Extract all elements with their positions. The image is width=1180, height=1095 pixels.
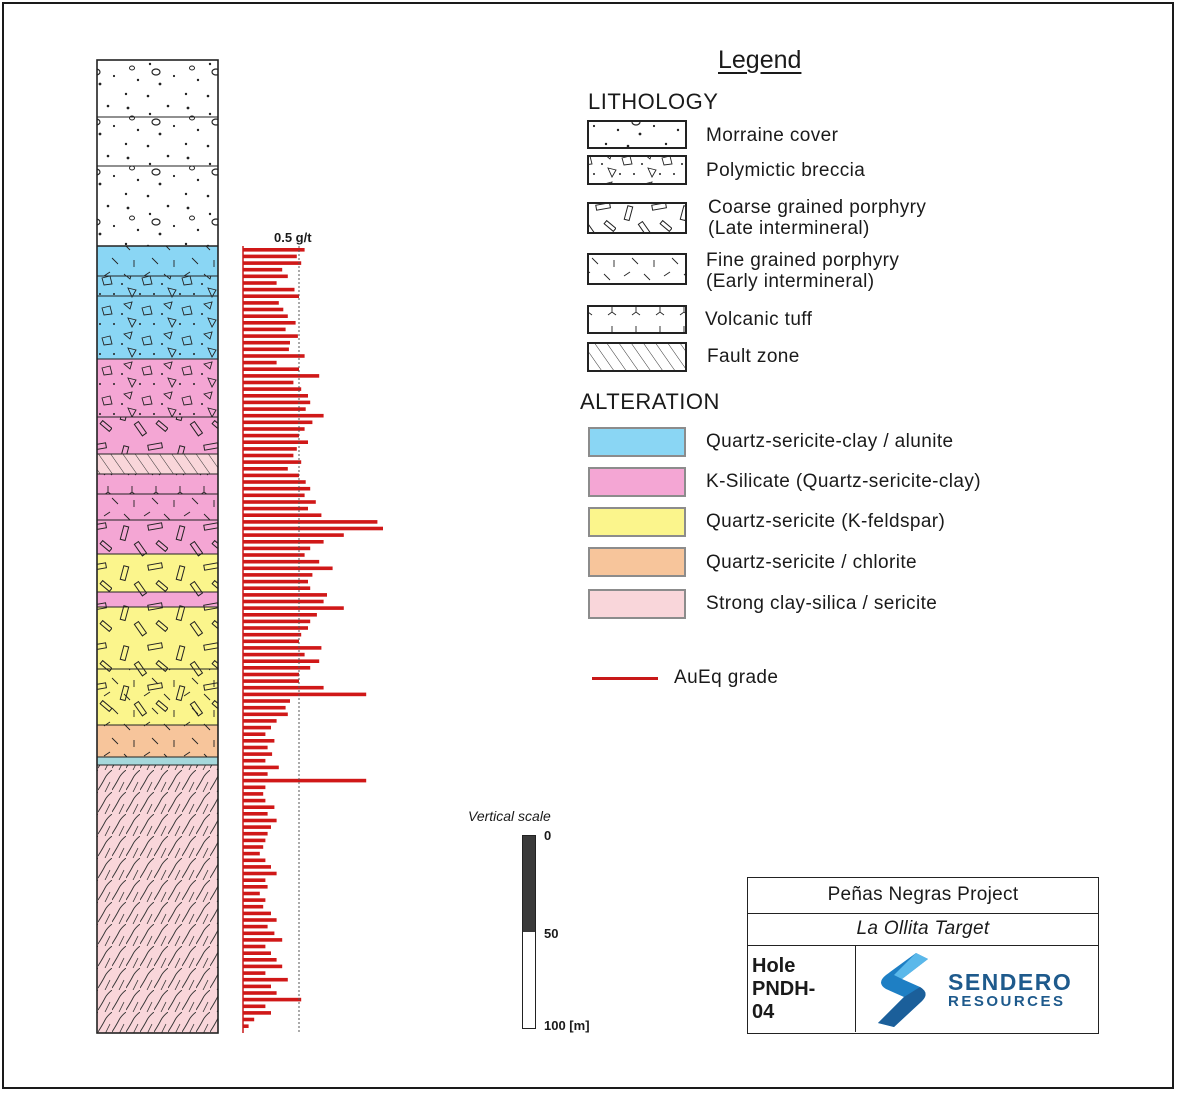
legend-title: Legend <box>718 46 802 74</box>
grade-bar <box>243 640 299 644</box>
grade-bar <box>243 965 282 969</box>
grade-bar <box>243 772 268 776</box>
litho-breccia-pink <box>97 359 218 417</box>
grade-bar <box>243 334 298 338</box>
grade-bar <box>243 613 317 617</box>
legend-label-fine: Fine grained porphyry (Early intermineral) <box>706 250 900 292</box>
legend-label-fault: Fault zone <box>707 346 800 367</box>
vertical-scale-bar <box>522 835 536 1029</box>
grade-bar <box>243 865 271 869</box>
grade-bar <box>243 401 310 405</box>
swatch-alt-2 <box>588 467 686 497</box>
litho-fine-lower <box>97 669 218 757</box>
grade-bar <box>243 447 297 451</box>
legend-label-alt-2: K-Silicate (Quartz-sericite-clay) <box>706 471 982 492</box>
grade-bar <box>243 487 310 491</box>
grade-bar <box>243 985 271 989</box>
litho-fine-mid <box>97 494 218 520</box>
grade-bar <box>243 779 366 783</box>
grade-bar <box>243 859 265 863</box>
grade-bar <box>243 494 305 498</box>
grade-bar <box>243 586 310 590</box>
lithology-heading: LITHOLOGY <box>588 89 719 114</box>
band-morraine <box>97 60 218 246</box>
swatch-fine <box>588 254 686 284</box>
grade-bar <box>243 686 324 690</box>
grade-bar <box>243 925 268 929</box>
lithology-swatches <box>588 121 686 371</box>
grade-bar <box>243 932 274 936</box>
grade-bar <box>243 912 271 916</box>
grade-bar <box>243 421 312 425</box>
grade-bar <box>243 659 319 663</box>
grade-bar <box>243 580 308 584</box>
grade-bar <box>243 1024 249 1028</box>
grade-bar <box>243 739 274 743</box>
grade-bar <box>243 547 310 551</box>
grade-bar <box>243 381 293 385</box>
grade-bar <box>243 440 308 444</box>
grade-bar <box>243 945 265 949</box>
grade-bar <box>243 626 308 630</box>
grade-bar <box>243 958 277 962</box>
grade-bar <box>243 938 282 942</box>
grade-bars <box>243 248 383 1028</box>
grade-bar <box>243 892 260 896</box>
grade-bar <box>243 467 288 471</box>
grade-bar <box>243 878 265 882</box>
grade-bar <box>243 812 268 816</box>
legend-label-alt-5: Strong clay-silica / sericite <box>706 593 938 614</box>
project-name: Peñas Negras Project <box>748 878 1098 914</box>
litho-fault-zone <box>97 765 218 1033</box>
grade-bar <box>243 567 333 571</box>
grade-bar <box>243 407 306 411</box>
litho-fine-top <box>97 246 218 276</box>
grade-legend-label: AuEq grade <box>674 667 779 688</box>
grade-bar <box>243 348 289 352</box>
grade-bar <box>243 573 312 577</box>
grade-bar <box>243 288 295 292</box>
target-name: La Ollita Target <box>748 913 1098 946</box>
grade-bar <box>243 480 306 484</box>
grade-bar <box>243 832 268 836</box>
swatch-alt-4 <box>588 547 686 577</box>
grade-bar <box>243 533 344 537</box>
grade-bar <box>243 248 305 252</box>
grade-bar <box>243 281 277 285</box>
grade-bar <box>243 1018 254 1022</box>
swatch-tuff <box>588 306 686 333</box>
scale-tick-100: 100 [m] <box>544 1018 590 1033</box>
grade-bar <box>243 786 265 790</box>
grade-bar <box>243 819 277 823</box>
grade-bar <box>243 294 299 298</box>
legend-label-tuff: Volcanic tuff <box>705 309 813 330</box>
grade-bar <box>243 653 305 657</box>
grade-bar <box>243 434 299 438</box>
grade-bar <box>243 500 316 504</box>
legend-label-alt-4: Quartz-sericite / chlorite <box>706 552 918 573</box>
scale-tick-0: 0 <box>544 828 552 843</box>
hole-id-cell <box>748 945 856 1032</box>
grade-bar <box>243 633 301 637</box>
grade-bar <box>243 852 260 856</box>
grade-bar <box>243 951 271 955</box>
litho-coarse-1 <box>97 417 218 454</box>
grade-bar <box>243 527 383 531</box>
alteration-heading: ALTERATION <box>580 389 720 414</box>
grade-bar <box>243 341 290 345</box>
grade-bar <box>243 706 286 710</box>
scale-tick-50: 50 <box>544 926 559 941</box>
company-logo <box>856 945 1098 1032</box>
grade-bar <box>243 427 305 431</box>
grade-bar <box>243 414 324 418</box>
grade-bar <box>243 845 263 849</box>
swatch-fault <box>588 343 686 371</box>
grade-bar <box>243 606 344 610</box>
grade-bar <box>243 301 279 305</box>
swatch-alt-3 <box>588 507 686 537</box>
grade-bar <box>243 759 265 763</box>
legend-label-alt-3: Quartz-sericite (K-feldspar) <box>706 511 946 532</box>
grade-bar <box>243 600 324 604</box>
grade-bar <box>243 646 321 650</box>
grade-bar <box>243 666 310 670</box>
grade-bar <box>243 474 299 478</box>
grade-bar <box>243 991 277 995</box>
grade-bar <box>243 732 265 736</box>
lithology-patterns <box>97 246 218 1033</box>
grade-bar <box>243 460 301 464</box>
grade-bar <box>243 1011 271 1015</box>
grade-bar <box>243 713 288 717</box>
grade-bar <box>243 275 288 279</box>
band-blue-thin <box>97 757 218 765</box>
grade-bar <box>243 321 296 325</box>
grade-bar <box>243 679 299 683</box>
grade-bar <box>243 872 277 876</box>
grade-bar <box>243 540 324 544</box>
hole-id: Hole PNDH- 04 <box>752 955 816 1023</box>
sendero-logo-icon <box>864 945 944 1032</box>
legend-label-breccia: Polymictic breccia <box>706 160 866 181</box>
grade-bar <box>243 387 301 391</box>
grade-bar <box>243 593 327 597</box>
swatch-alt-1 <box>588 427 686 457</box>
grade-bar <box>243 978 288 982</box>
grade-bar <box>243 255 297 259</box>
swatch-breccia <box>588 156 686 184</box>
grade-bar <box>243 673 299 677</box>
grade-bar <box>243 971 265 975</box>
legend-label-coarse: Coarse grained porphyry (Late intermineral) <box>708 197 927 239</box>
litho-fault-thin <box>97 454 218 474</box>
grade-bar <box>243 454 293 458</box>
grade-bar <box>243 805 274 809</box>
grade-bar <box>243 839 265 843</box>
grade-bar <box>243 367 299 371</box>
grade-bar <box>243 560 319 564</box>
grade-bar <box>243 507 308 511</box>
title-block <box>747 877 1099 1034</box>
swatch-alt-5 <box>588 589 686 619</box>
grade-reference-label: 0.5 g/t <box>274 230 312 245</box>
grade-bar <box>243 620 310 624</box>
grade-bar <box>243 918 277 922</box>
company-subtitle: RESOURCES <box>948 993 1066 1010</box>
grade-bar <box>243 361 277 365</box>
grade-bar <box>243 553 305 557</box>
grade-bar <box>243 898 265 902</box>
company-name: SENDERO <box>948 969 1073 995</box>
grade-bar <box>243 885 268 889</box>
grade-bar <box>243 905 263 909</box>
grade-bar <box>243 752 272 756</box>
vertical-scale-fill <box>523 836 535 932</box>
grade-bar <box>243 520 377 524</box>
swatch-coarse <box>588 203 686 233</box>
grade-bar <box>243 513 321 517</box>
grade-bar <box>243 268 282 272</box>
grade-bar <box>243 374 319 378</box>
grade-bar <box>243 394 308 398</box>
grade-bar <box>243 1005 265 1009</box>
grade-bar <box>243 693 366 697</box>
grade-bar <box>243 746 268 750</box>
swatch-morraine <box>588 121 686 148</box>
legend-label-morraine: Morraine cover <box>706 125 839 146</box>
grade-bar <box>243 328 286 332</box>
grade-bar <box>243 998 301 1002</box>
vertical-scale-title: Vertical scale <box>468 808 551 824</box>
grade-bar <box>243 766 279 770</box>
grade-legend-line <box>592 677 658 680</box>
grade-bar <box>243 261 301 265</box>
grade-bar <box>243 699 290 703</box>
grade-bar <box>243 354 305 358</box>
grade-bar <box>243 726 271 730</box>
litho-tuff <box>97 474 218 494</box>
grade-bar <box>243 308 283 312</box>
grade-bar <box>243 799 265 803</box>
grade-bar <box>243 825 271 829</box>
litho-breccia-blue <box>97 276 218 359</box>
grade-bar <box>243 792 263 796</box>
grade-bar <box>243 719 277 723</box>
legend-label-alt-1: Quartz-sericite-clay / alunite <box>706 431 954 452</box>
grade-bar <box>243 314 288 318</box>
